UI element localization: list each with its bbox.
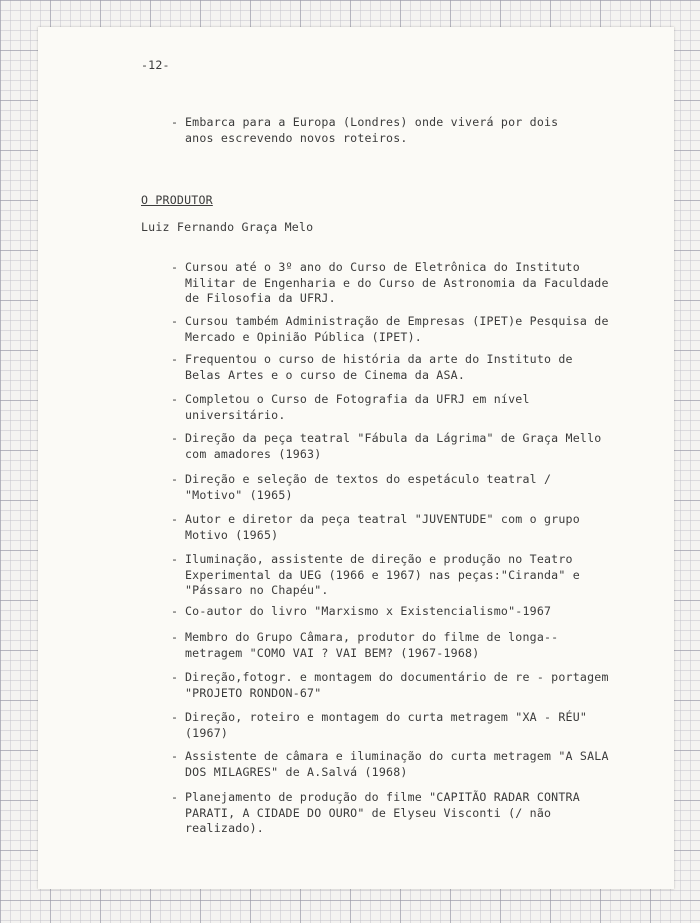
list-item — [171, 431, 611, 462]
list-item — [171, 630, 611, 661]
list-item-text: Cursou até o 3º ano do Curso de Eletrônica do Instituto Militar de Engenharia e do Curso de Astronomia da Faculdade de Filosofia da UFRJ. — [185, 260, 609, 305]
person-name: Luiz Fernando Graça Melo — [141, 220, 314, 234]
bullet-dash: - — [171, 604, 179, 618]
bullet-dash: - — [171, 749, 179, 763]
bullet-dash: - — [171, 790, 179, 804]
list-item — [171, 552, 611, 599]
list-item — [171, 710, 611, 741]
bullet-dash: - — [171, 352, 179, 366]
list-item — [171, 512, 611, 543]
bullet-dash: - — [171, 512, 179, 526]
intro-item — [171, 115, 611, 146]
list-item — [171, 314, 611, 345]
bullet-dash: - — [171, 115, 179, 129]
list-item-text: Iluminação, assistente de direção e produção no Teatro Experimental da UEG (1966 e 1967) nas peças:"Ciranda" e "Pássaro no Chapéu". — [185, 552, 580, 597]
intro-item-text: Embarca para a Europa (Londres) onde viverá por dois anos escrevendo novos roteiros. — [185, 115, 559, 145]
bullet-dash: - — [171, 314, 179, 328]
list-item — [171, 749, 611, 780]
bullet-dash: - — [171, 472, 179, 486]
list-item — [171, 472, 611, 503]
list-item-text: Membro do Grupo Câmara, produtor do filme de longa--metragem "COMO VAI ? VAI BEM? (1967-1968) — [185, 630, 559, 660]
list-item-text: Direção,fotogr. e montagem do documentário de re - portagem "PROJETO RONDON-67" — [185, 670, 609, 700]
list-item — [171, 670, 611, 701]
list-item-text: Cursou também Administração de Empresas (IPET)e Pesquisa de Mercado e Opinião Pública (IPET). — [185, 314, 609, 344]
page-number: -12- — [141, 58, 170, 72]
list-item-text: Direção da peça teatral "Fábula da Lágrima" de Graça Mello com amadores (1963) — [185, 431, 602, 461]
document-page — [38, 27, 674, 889]
bullet-dash: - — [171, 392, 179, 406]
bullet-dash: - — [171, 552, 179, 566]
bullet-dash: - — [171, 630, 179, 644]
list-item-text: Completou o Curso de Fotografia da UFRJ em nível universitário. — [185, 392, 530, 422]
bullet-dash: - — [171, 431, 179, 445]
list-item-text: Co-autor do livro "Marxismo x Existencialismo"-1967 — [185, 604, 552, 618]
list-item-text: Planejamento de produção do filme "CAPITÃO RADAR CONTRA PARATI, A CIDADE DO OURO" de Elyseu Visconti (/ não realizado). — [185, 790, 580, 835]
bullet-dash: - — [171, 260, 179, 274]
bullet-dash: - — [171, 710, 179, 724]
list-item — [171, 790, 611, 837]
list-item-text: Frequentou o curso de história da arte do Instituto de Belas Artes e o curso de Cinema da ASA. — [185, 352, 573, 382]
list-item-text: Direção e seleção de textos do espetáculo teatral / "Motivo" (1965) — [185, 472, 552, 502]
bullet-dash: - — [171, 670, 179, 684]
list-item-text: Autor e diretor da peça teatral "JUVENTUDE" com o grupo Motivo (1965) — [185, 512, 580, 542]
section-title: O PRODUTOR — [141, 193, 213, 207]
list-item — [171, 260, 611, 307]
list-item — [171, 352, 611, 383]
list-item-text: Assistente de câmara e iluminação do curta metragem "A SALA DOS MILAGRES" de A.Salvá (1968) — [185, 749, 609, 779]
list-item-text: Direção, roteiro e montagem do curta metragem "XA - RÉU" (1967) — [185, 710, 588, 740]
list-item — [171, 604, 611, 620]
list-item — [171, 392, 611, 423]
